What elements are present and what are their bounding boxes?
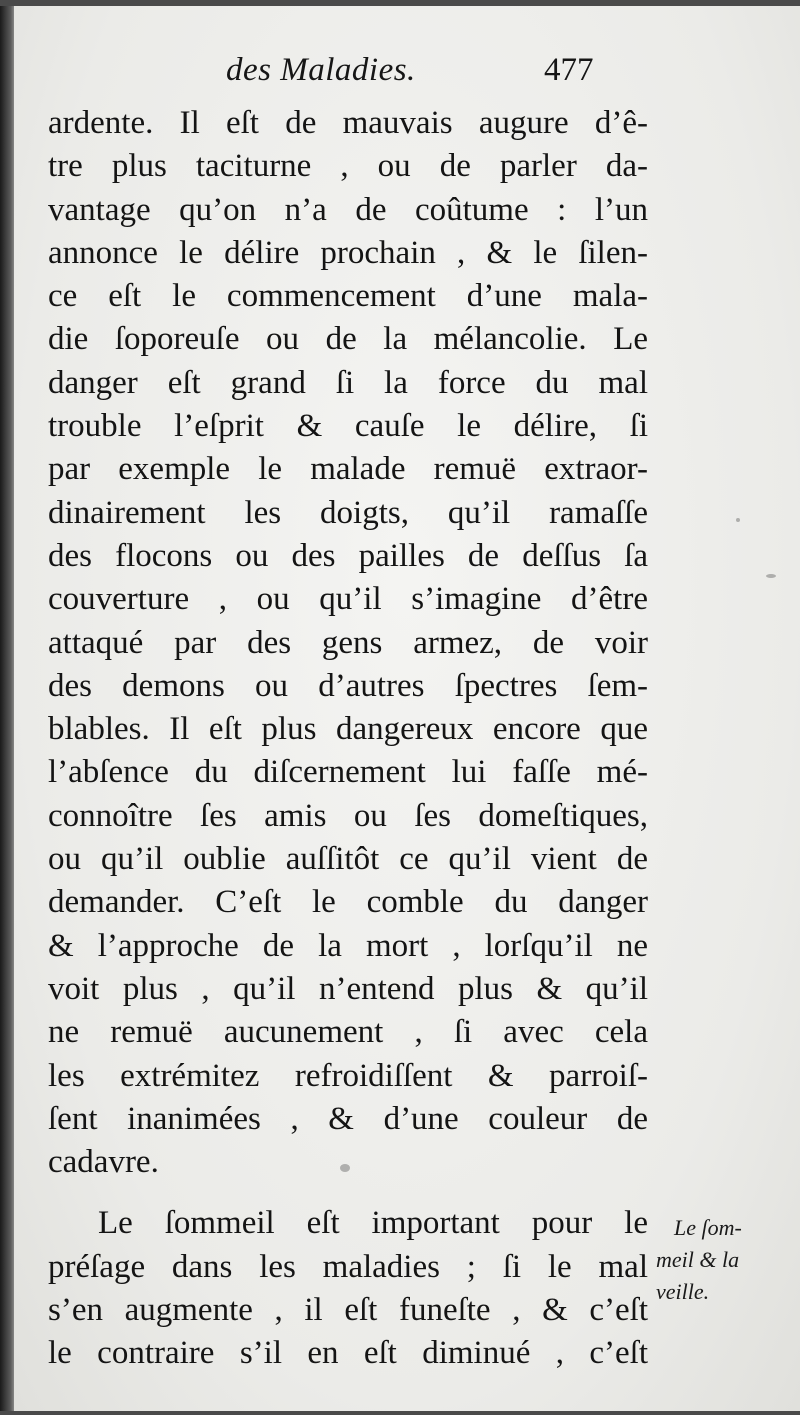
- text-line: des flocons ou des pailles de deſſus ſa: [48, 537, 648, 574]
- text-line: tre plus taciturne , ou de parler da-: [48, 148, 648, 185]
- running-title: des Maladies.: [226, 52, 416, 88]
- ink-speck: [766, 574, 776, 578]
- book-page: [14, 6, 800, 1411]
- page-header: [14, 52, 800, 102]
- text-line: blables. Il eſt plus dangereux encore que: [48, 711, 648, 748]
- text-line: attaqué par des gens armez, de voir: [48, 624, 648, 661]
- ink-speck: [736, 518, 740, 522]
- text-line: & l’approche de la mort , lorſqu’il ne: [48, 927, 648, 964]
- text-line: vantage qu’on n’a de coûtume : l’un: [48, 191, 648, 228]
- text-line: l’abſence du diſcernement lui faſſe mé-: [48, 754, 648, 791]
- margin-note-line: meil & la: [656, 1247, 740, 1272]
- text-line: couverture , ou qu’il s’imagine d’être: [48, 581, 648, 618]
- text-line: connoître ſes amis ou ſes domeſtiques,: [48, 797, 648, 834]
- text-line: dinairement les doigts, qu’il ramaſſe: [48, 494, 648, 531]
- text-line: par exemple le malade remuë extraor-: [48, 451, 648, 488]
- text-line: voit plus , qu’il n’entend plus & qu’il: [48, 970, 648, 1007]
- text-line: ou qu’il oublie auſſitôt ce qu’il vient de: [48, 841, 648, 878]
- text-line: ne remuë aucunement , ſi avec cela: [48, 1014, 648, 1051]
- margin-note-line: Le ſom-: [674, 1215, 742, 1240]
- text-line: cadavre.: [48, 1144, 159, 1181]
- margin-note-line: veille.: [656, 1279, 710, 1304]
- body-text: [48, 102, 648, 1376]
- margin-note: [656, 1212, 746, 1308]
- text-line: trouble l’eſprit & cauſe le délire, ſi: [48, 408, 648, 445]
- text-line: s’en augmente , il eſt funeſte , & c’eſt: [48, 1292, 648, 1329]
- text-line: ce eſt le commencement d’une mala-: [48, 278, 648, 315]
- page-number: 477: [544, 52, 594, 88]
- ink-speck: [340, 1164, 350, 1172]
- text-line: les extrémitez refroidiſſent & parroiſ-: [48, 1057, 648, 1094]
- text-line: ardente. Il eſt de mauvais augure d’ê-: [48, 105, 648, 141]
- text-line: le contraire s’il en eſt diminué , c’eſt: [48, 1335, 648, 1372]
- text-line: danger eſt grand ſi la force du mal: [48, 364, 648, 401]
- text-line: annonce le délire prochain , & le ſilen-: [48, 234, 648, 271]
- text-line: ſent inanimées , & d’une couleur de: [48, 1100, 648, 1137]
- text-line: demander. C’eſt le comble du danger: [48, 884, 648, 921]
- text-line: Le ſommeil eſt important pour le: [98, 1205, 648, 1242]
- text-line: des demons ou d’autres ſpectres ſem-: [48, 667, 648, 704]
- text-line: die ſoporeuſe ou de la mélancolie. Le: [48, 321, 648, 358]
- text-line: préſage dans les maladies ; ſi le mal: [48, 1248, 648, 1285]
- paragraph-gap: [48, 1184, 648, 1202]
